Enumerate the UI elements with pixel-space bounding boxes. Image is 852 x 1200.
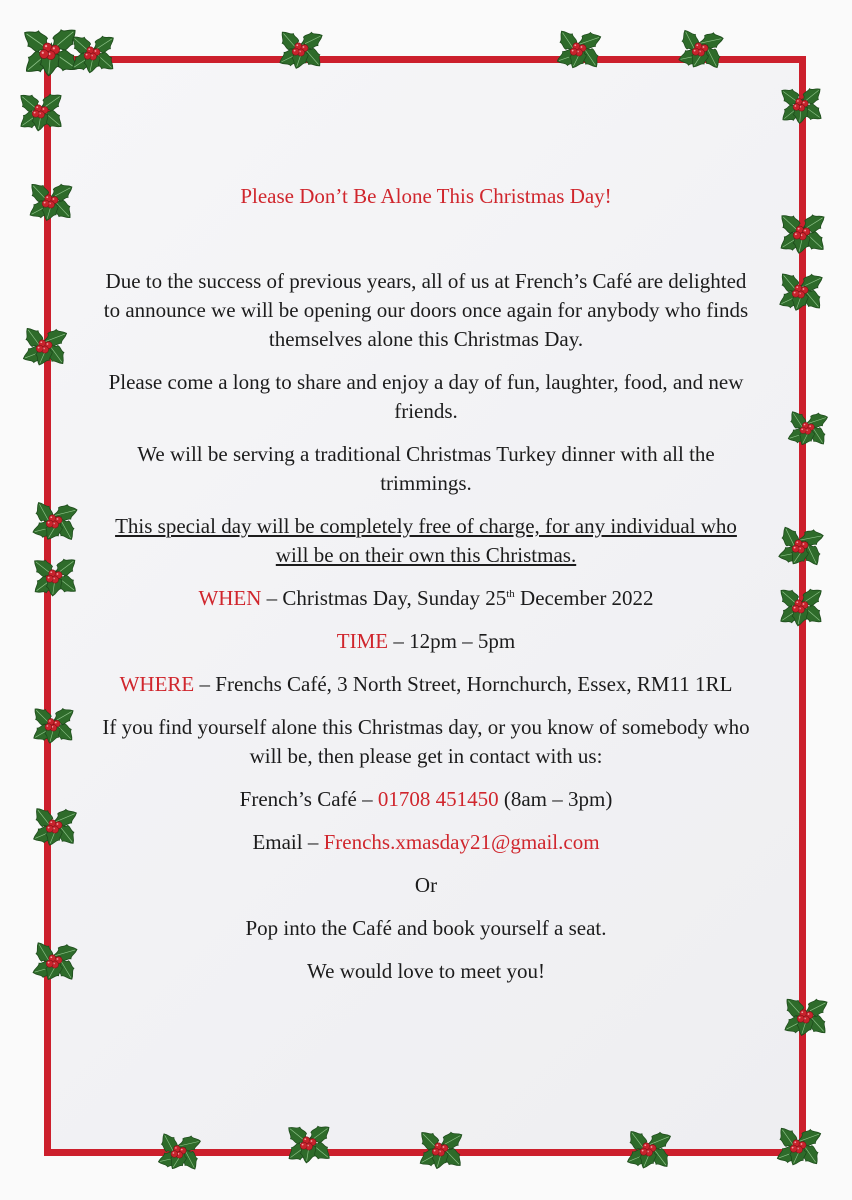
holly-sprig-icon bbox=[768, 1115, 830, 1177]
time-text: – 12pm – 5pm bbox=[388, 629, 516, 653]
closing-line: We would love to meet you! bbox=[306, 959, 545, 983]
where-address: – Frenchs Café, 3 North Street, Hornchurch, Essex, RM11 1RL bbox=[194, 672, 733, 696]
where-line bbox=[100, 670, 752, 699]
holly-sprig-icon bbox=[618, 1118, 680, 1180]
free-of-charge-notice: This special day will be completely free of charge, for any individual who will be on their own this Christmas. bbox=[115, 514, 737, 567]
holly-sprig-icon bbox=[770, 575, 832, 637]
time-label: TIME bbox=[336, 629, 389, 653]
holly-sprig-icon bbox=[670, 18, 732, 80]
email-address[interactable]: Frenchs.xmasday21@gmail.com bbox=[323, 830, 600, 854]
holly-sprig-icon bbox=[24, 930, 86, 992]
where-label: WHERE bbox=[119, 672, 195, 696]
holly-sprig-icon bbox=[770, 200, 835, 265]
time-line bbox=[100, 627, 752, 656]
or-text: Or bbox=[414, 873, 438, 897]
holly-sprig-icon bbox=[62, 22, 124, 84]
phone-prefix: French’s Café – bbox=[239, 787, 378, 811]
email-prefix: Email – bbox=[252, 830, 324, 854]
when-line bbox=[100, 584, 752, 613]
holly-sprig-icon bbox=[24, 490, 86, 552]
holly-sprig-icon bbox=[278, 1112, 340, 1174]
holly-sprig-icon bbox=[24, 545, 86, 607]
holly-sprig-icon bbox=[10, 80, 72, 142]
come-along-paragraph: Please come a long to share and enjoy a day of fun, laughter, food, and new friends. bbox=[108, 370, 744, 423]
holly-sprig-icon bbox=[410, 1118, 472, 1180]
phone-number[interactable]: 01708 451450 bbox=[377, 787, 499, 811]
holly-sprig-icon bbox=[770, 260, 832, 322]
when-date-month-year: December 2022 bbox=[514, 586, 654, 610]
poster-title: Please Don’t Be Alone This Christmas Day! bbox=[240, 184, 612, 208]
when-date-text: – Christmas Day, Sunday 25 bbox=[261, 586, 507, 610]
holly-sprig-icon bbox=[150, 1122, 209, 1181]
intro-paragraph: Due to the success of previous years, all of us at French’s Café are delighted to announce we will be opening our doors once again for anybody who finds themselves alone this Christmas Day. bbox=[103, 269, 749, 351]
when-label: WHEN bbox=[198, 586, 262, 610]
phone-hours: (8am – 3pm) bbox=[498, 787, 613, 811]
holly-sprig-icon bbox=[772, 75, 831, 134]
phone-line bbox=[100, 785, 752, 814]
pop-in-paragraph: Pop into the Café and book yourself a seat. bbox=[245, 916, 607, 940]
poster-content bbox=[100, 182, 752, 1000]
holly-sprig-icon bbox=[770, 515, 832, 577]
serving-paragraph: We will be serving a traditional Christmas Turkey dinner with all the trimmings. bbox=[137, 442, 715, 495]
email-line bbox=[100, 828, 752, 857]
holly-sprig-icon bbox=[24, 795, 86, 857]
contact-intro-paragraph: If you find yourself alone this Christmas day, or you know of somebody who will be, then please get in contact with us: bbox=[102, 715, 750, 768]
holly-sprig-icon bbox=[548, 18, 610, 80]
holly-sprig-icon bbox=[775, 985, 837, 1047]
holly-sprig-icon bbox=[14, 315, 76, 377]
holly-sprig-icon bbox=[270, 18, 332, 80]
holly-sprig-icon bbox=[780, 400, 836, 456]
holly-sprig-icon bbox=[20, 170, 82, 232]
holly-sprig-icon bbox=[24, 695, 83, 754]
when-date-suffix: th bbox=[506, 588, 515, 600]
